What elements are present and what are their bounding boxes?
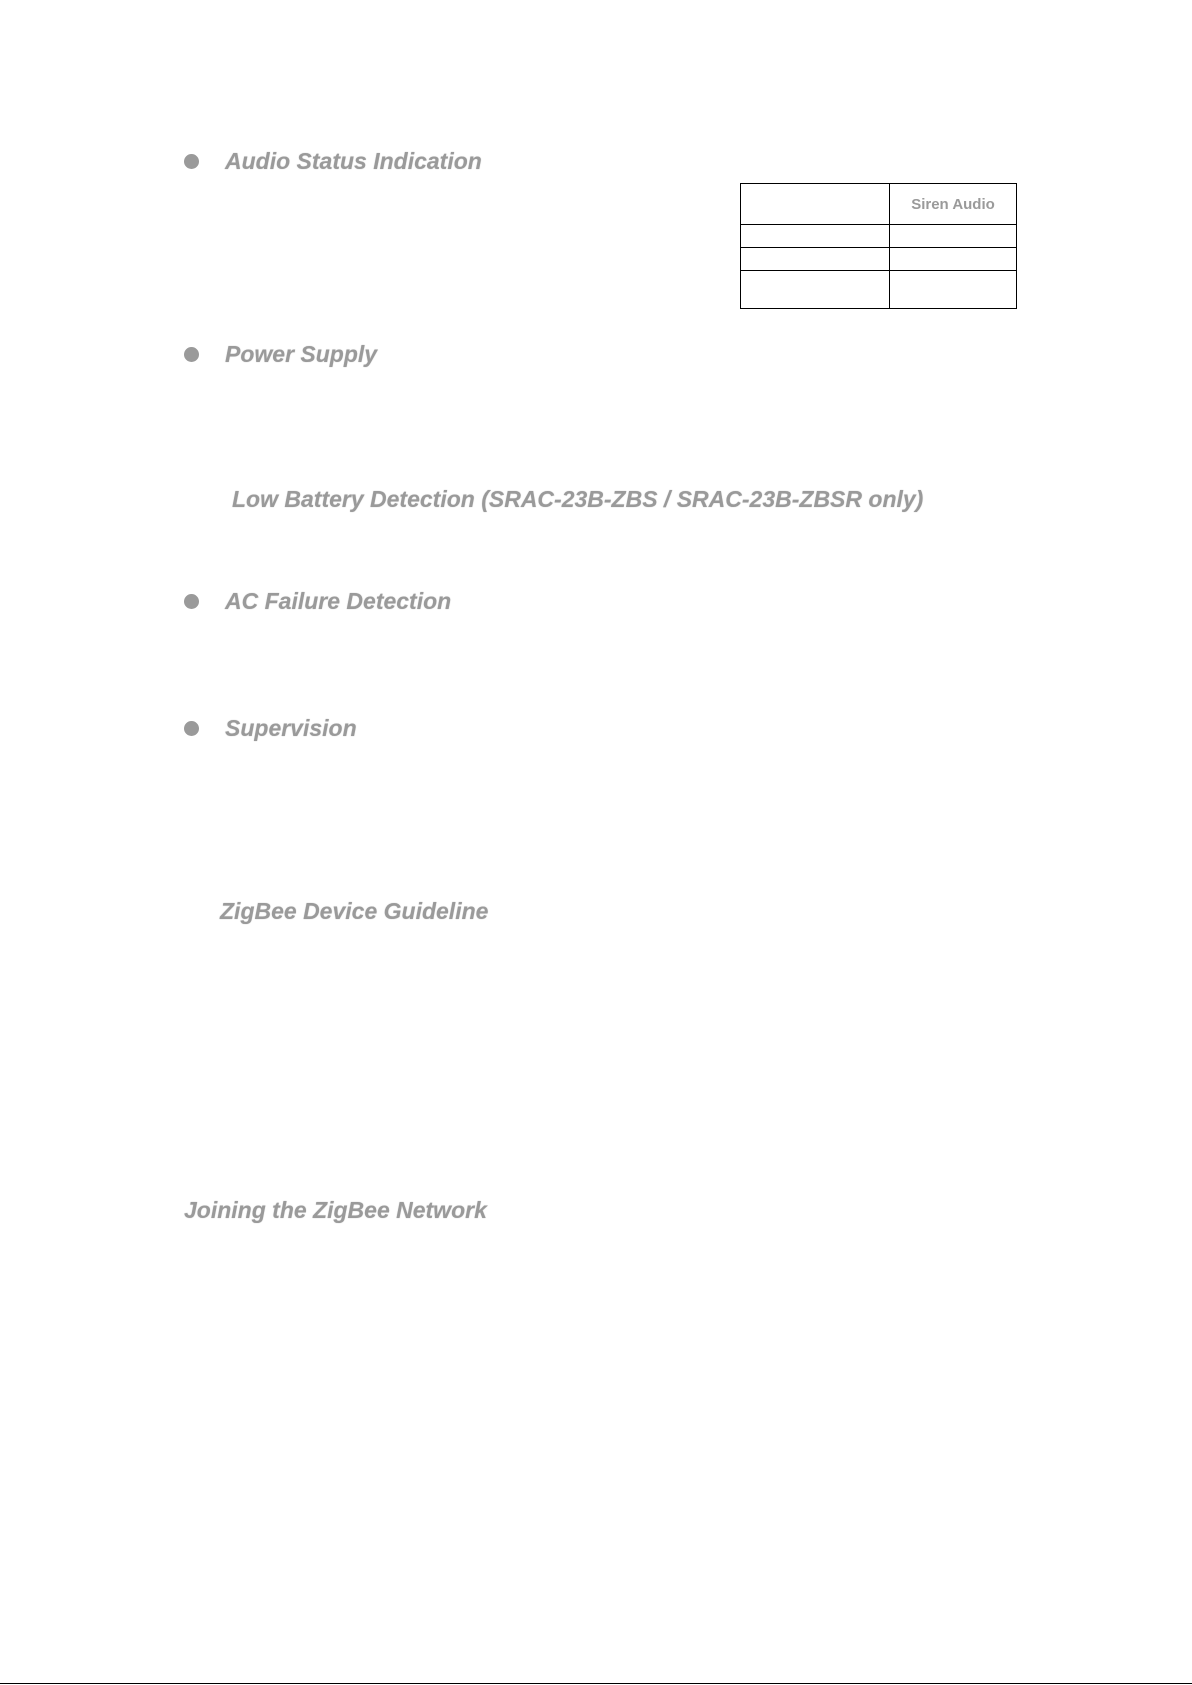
table-row <box>741 248 1017 271</box>
heading-low-battery: Low Battery Detection (SRAC-23B-ZBS / SRAC-23B-ZBSR only) <box>232 486 924 512</box>
table-cell <box>890 271 1017 309</box>
bullet-icon <box>184 594 199 609</box>
heading-audio-status: Audio Status Indication <box>225 148 482 174</box>
bullet-icon <box>184 721 199 736</box>
table-header-cell-siren-audio: Siren Audio <box>890 184 1017 225</box>
page-bottom-rule <box>0 1683 1192 1684</box>
table-header-cell <box>741 184 890 225</box>
table-cell <box>890 225 1017 248</box>
table-cell <box>741 271 890 309</box>
bullet-icon <box>184 154 199 169</box>
table-row <box>741 271 1017 309</box>
audio-status-table <box>740 183 1017 309</box>
table-cell <box>890 248 1017 271</box>
heading-ac-failure: AC Failure Detection <box>225 588 452 614</box>
heading-power-supply: Power Supply <box>225 341 378 367</box>
table-cell <box>741 225 890 248</box>
heading-supervision: Supervision <box>225 715 357 741</box>
table-row <box>741 225 1017 248</box>
table-header-row <box>741 184 1017 225</box>
heading-zigbee-guideline: ZigBee Device Guideline <box>220 898 489 924</box>
heading-joining-network: Joining the ZigBee Network <box>184 1197 487 1223</box>
bullet-icon <box>184 347 199 362</box>
table-cell <box>741 248 890 271</box>
